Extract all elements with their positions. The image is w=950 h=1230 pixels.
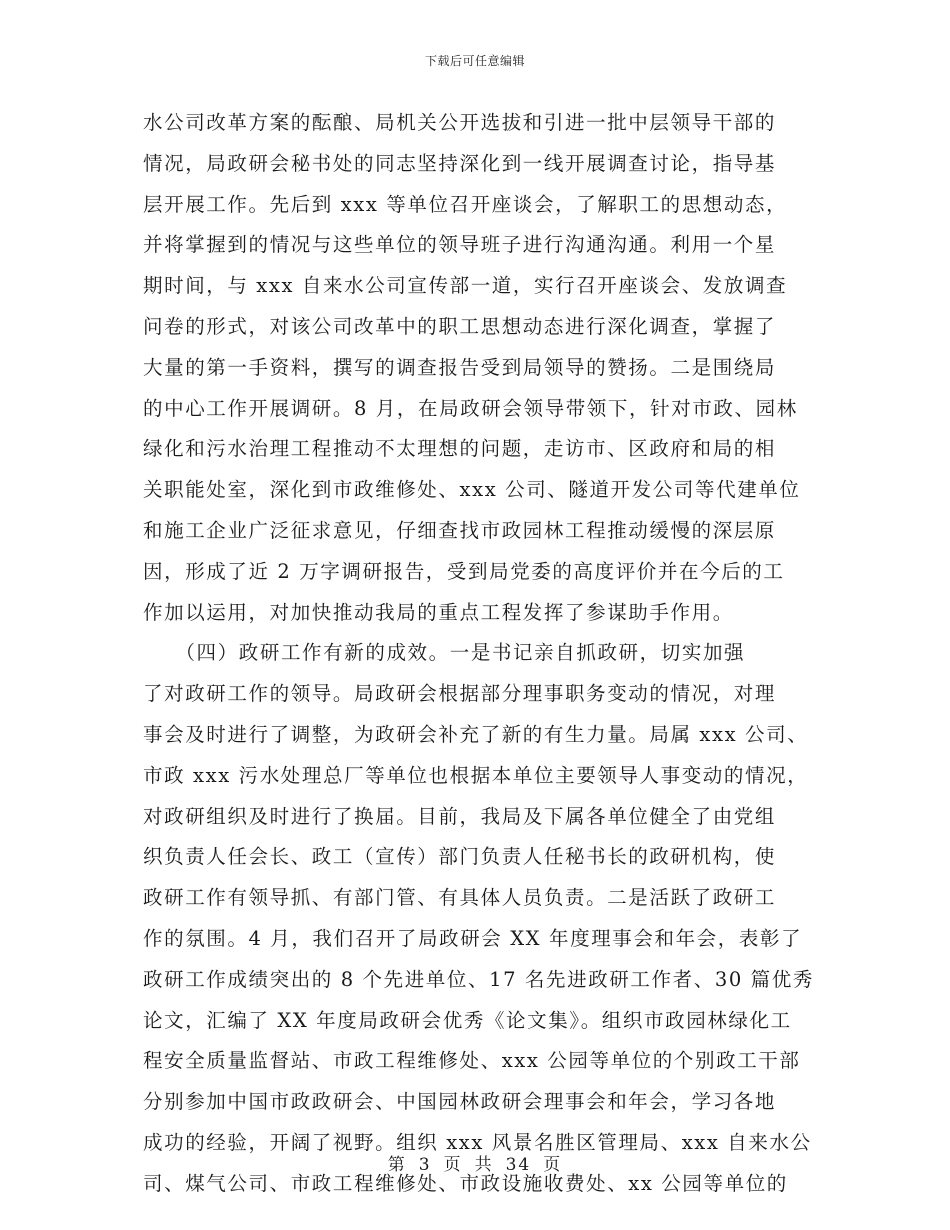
body-line: 大量的第一手资料，撰写的调查报告受到局领导的赞扬。二是围绕局 [143,355,777,379]
body-line: 关职能处室，深化到市政维修处、xxx 公司、隧道开发公司等代建单位 [143,478,801,502]
body-line: 情况，局政研会秘书处的同志坚持深化到一线开展调查讨论，指导基 [143,151,777,175]
section-heading-line: （四）政研工作有新的成效。一是书记亲自抓政研，切实加强 [143,641,746,665]
body-line: 分别参加中国市政政研会、中国园林政研会理事会和年会，学习各地 [143,1090,777,1114]
body-line: 司、煤气公司、市政工程维修处、市政设施收费处、xx 公园等单位的 [143,1171,788,1195]
body-line: 并将掌握到的情况与这些单位的领导班子进行沟通沟通。利用一个星 [143,233,777,257]
body-line: 政研工作成绩突出的 8 个先进单位、17 名先进政研工作者、30 篇优秀 [143,967,814,991]
body-line: 因，形成了近 2 万字调研报告，受到局党委的高度评价并在今后的工 [143,559,785,583]
footer-page-word: 页 [443,1155,463,1175]
body-line: 绿化和污水治理工程推动不太理想的问题，走访市、区政府和局的相 [143,437,777,461]
footer-suffix: 页 [543,1155,563,1175]
body-line: 层开展工作。先后到 xxx 等单位召开座谈会，了解职工的思想动态， [143,192,788,216]
current-page-number: 3 [418,1155,432,1175]
body-line: 作加以运用，对加快推动我局的重点工程发挥了参谋助手作用。 [143,600,734,624]
body-line: 市政 xxx 污水处理总厂等单位也根据本单位主要领导人事变动的情况， [143,763,809,787]
footer-total-word: 共 [474,1155,494,1175]
body-line: 对政研组织及时进行了换届。目前，我局及下属各单位健全了由党组 [143,804,777,828]
body-line: 期时间，与 xxx 自来水公司宣传部一道，实行召开座谈会、发放调查 [143,274,788,298]
body-line: 水公司改革方案的酝酿、局机关公开选拔和引进一批中层领导干部的 [143,111,777,134]
document-body [143,103,823,1205]
body-line: 程安全质量监督站、市政工程维修处、xxx 公园等单位的个别政工干部 [143,1049,801,1073]
body-line: 织负责人任会长、政工（宣传）部门负责人任秘书长的政研机构，使 [143,845,777,869]
total-page-count: 34 [505,1155,532,1175]
body-line: 论文，汇编了 XX 年度局政研会优秀《论文集》。组织市政园林绿化工 [143,1008,792,1032]
body-line: 作的氛围。4 月，我们召开了局政研会 XX 年度理事会和年会，表彰了 [143,926,803,950]
body-line: 问卷的形式，对该公司改革中的职工思想动态进行深化调查，掌握了 [143,314,777,338]
body-line: 和施工企业广泛征求意见，仔细查找市政园林工程推动缓慢的深层原 [143,518,777,542]
page-footer [0,1150,950,1175]
body-line: 政研工作有领导抓、有部门管、有具体人员负责。二是活跃了政研工 [143,886,777,910]
body-line: 了对政研工作的领导。局政研会根据部分理事职务变动的情况，对理 [143,682,777,706]
body-line: 事会及时进行了调整，为政研会补充了新的有生力量。局属 xxx 公司、 [143,722,809,746]
footer-prefix: 第 [387,1155,407,1175]
body-line: 成功的经验，开阔了视野。组织 xxx 风景名胜区管理局、xxx 自来水公 [143,1130,812,1154]
body-line: 的中心工作开展调研。8 月，在局政研会领导带领下，针对市政、园林 [143,396,798,420]
page-header: 下载后可任意编辑 [424,54,525,68]
